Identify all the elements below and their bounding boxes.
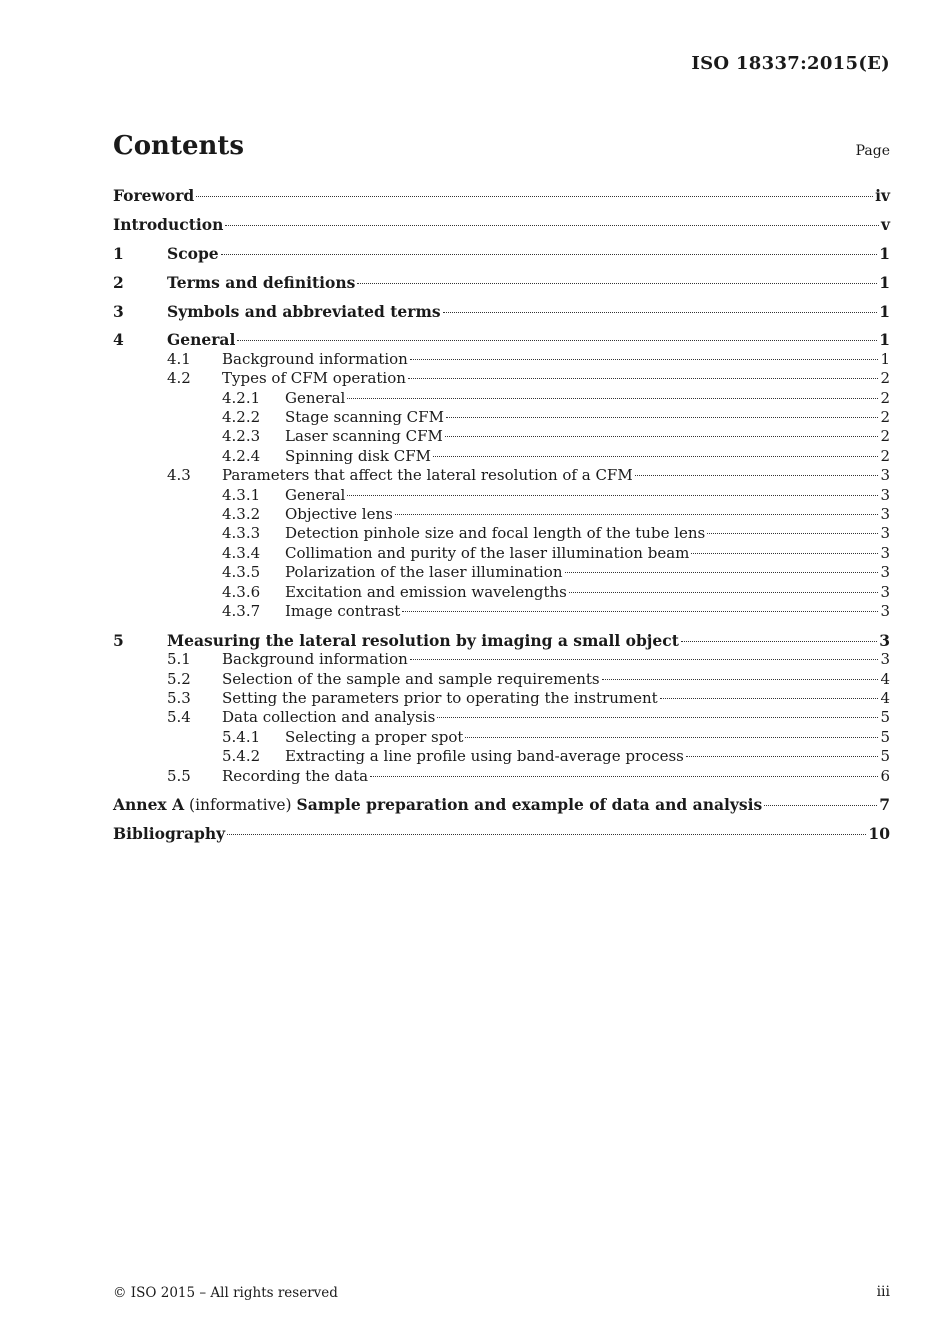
toc-entry-page: v (880, 214, 890, 234)
toc-entry-title (285, 583, 567, 602)
toc-entry-title (222, 650, 408, 669)
dot-leader (681, 641, 877, 642)
toc-entry-title-text: Symbols and abbreviated terms (167, 301, 441, 321)
dot-leader (691, 553, 878, 554)
toc-entry-page: 3 (880, 524, 890, 543)
toc-entry-number: 3 (113, 301, 124, 321)
toc-entry-page: 3 (880, 563, 890, 582)
toc-entry-number: 4.3.4 (222, 543, 261, 562)
toc-entry-title-text: Setting the parameters prior to operating the instrument (222, 688, 658, 707)
toc-entry-page: 5 (880, 708, 890, 727)
dot-leader (433, 456, 878, 457)
toc-entry[interactable] (113, 728, 890, 747)
toc-entry-title (285, 389, 345, 408)
toc-entry[interactable] (113, 350, 890, 369)
toc-entry-title-text: Types of CFM operation (222, 369, 406, 388)
toc-entry-title (222, 466, 633, 485)
dot-leader (446, 417, 879, 418)
toc-entry-title-text: Background information (222, 650, 408, 669)
toc-entry-page: 3 (880, 485, 890, 504)
toc-entry[interactable] (113, 302, 890, 321)
toc-entry-page: 1 (879, 243, 890, 263)
toc-entry-title-text: Stage scanning CFM (285, 408, 444, 427)
toc-entry-page: 10 (868, 824, 890, 844)
toc-entry-number: 2 (113, 272, 124, 292)
toc-entry-page: iv (875, 186, 890, 205)
contents-heading: Contents (113, 131, 245, 161)
toc-entry-page: 2 (880, 427, 890, 446)
toc-entry-title-text: Foreword (113, 186, 195, 205)
toc-entry-number: 4.3.5 (222, 563, 261, 582)
dot-leader (410, 359, 879, 360)
toc-entry-page: 3 (880, 504, 890, 523)
toc-entry-number: 4.2.3 (222, 427, 261, 446)
annex-type-label: (informative) (184, 796, 297, 815)
toc-entry-page: 6 (880, 766, 890, 785)
dot-leader (196, 196, 873, 197)
toc-entry-number: 4.3 (167, 466, 191, 485)
toc-entry-title (285, 602, 400, 621)
dot-leader (465, 737, 878, 738)
toc-entry-title (285, 747, 684, 766)
toc-entry[interactable] (113, 427, 890, 446)
toc-entry-number: 5.4.2 (222, 747, 261, 766)
toc-entry[interactable] (113, 369, 890, 388)
toc-entry-title (113, 795, 762, 815)
toc-entry[interactable] (113, 447, 890, 466)
document-id: ISO 18337:2015(E) (691, 53, 890, 74)
toc-entry-title-text: Terms and definitions (167, 272, 356, 292)
dot-leader (660, 698, 879, 699)
dot-leader (408, 378, 879, 379)
toc-entry-page: 3 (880, 601, 890, 620)
toc-entry-page: 4 (880, 669, 890, 688)
page-number: iii (876, 1284, 890, 1300)
toc-entry-number: 4.3.7 (222, 601, 261, 620)
toc-entry[interactable] (113, 330, 890, 349)
dot-leader (221, 254, 878, 255)
toc-entry-number: 5.1 (167, 650, 191, 669)
copyright-notice: © ISO 2015 – All rights reserved (113, 1285, 338, 1301)
toc-entry-page: 2 (880, 369, 890, 388)
toc-entry-number: 4.2 (167, 369, 191, 388)
toc-entry[interactable] (113, 602, 890, 621)
toc-entry-number: 4.2.4 (222, 446, 261, 465)
toc-entry-page: 1 (880, 349, 890, 368)
dot-leader (402, 611, 878, 612)
toc-entry-number: 4.2.2 (222, 408, 261, 427)
toc-entry[interactable] (113, 389, 890, 408)
toc-entry-title-text: General (285, 388, 346, 407)
toc-entry[interactable] (113, 631, 890, 650)
toc-entry-title (222, 670, 600, 689)
toc-entry[interactable] (113, 670, 890, 689)
toc-entry-title (222, 369, 406, 388)
toc-entry-page: 3 (880, 650, 890, 669)
toc-entry-number: 4.3.2 (222, 504, 261, 523)
toc-entry-number: 4.3.6 (222, 582, 261, 601)
toc-entry-title-text: Selection of the sample and sample requirements (222, 669, 600, 688)
toc-entry-title-text: General (167, 330, 236, 350)
toc-entry-title-text: Introduction (113, 214, 224, 234)
toc-entry-page: 5 (880, 747, 890, 766)
dot-leader (370, 776, 878, 777)
toc-entry[interactable] (113, 563, 890, 582)
toc-entry-title-text: Laser scanning CFM (285, 427, 443, 446)
toc-entry-title (222, 689, 658, 708)
toc-entry-title-text: Annex A (113, 795, 185, 815)
dot-leader (569, 592, 879, 593)
toc-entry-number: 5.5 (167, 766, 191, 785)
dot-leader (410, 659, 879, 660)
toc-entry-page: 4 (880, 688, 890, 707)
toc-entry-title-text: Image contrast (285, 601, 401, 620)
toc-entry-number: 4.3.1 (222, 485, 261, 504)
toc-entry-number: 4 (113, 330, 124, 350)
dot-leader (227, 834, 866, 835)
toc-entry-title-text: Bibliography (113, 824, 226, 844)
toc-entry-number: 5.4.1 (222, 727, 261, 746)
toc-entry-title-text: Spinning disk CFM (285, 446, 432, 465)
toc-entry-title (167, 631, 679, 650)
dot-leader (635, 475, 879, 476)
toc-entry-title (167, 302, 441, 321)
toc-entry-title-text: Selecting a proper spot (285, 727, 464, 746)
toc-entry-title (285, 408, 444, 427)
dot-leader (237, 340, 877, 341)
toc-entry[interactable] (113, 824, 890, 843)
toc-entry-title-text: Recording the data (222, 766, 369, 785)
toc-entry-number: 5.4 (167, 708, 191, 727)
toc-entry-number: 4.1 (167, 349, 191, 368)
toc-entry-number: 5.3 (167, 688, 191, 707)
dot-leader (395, 514, 879, 515)
dot-leader (445, 436, 879, 437)
dot-leader (602, 679, 879, 680)
toc-entry-title (113, 215, 223, 234)
toc-entry[interactable] (113, 524, 890, 543)
toc-entry-number: 5 (113, 630, 124, 650)
page-column-label: Page (855, 143, 890, 159)
toc-entry-page: 1 (879, 272, 890, 292)
dot-leader (764, 805, 877, 806)
table-of-contents (113, 186, 890, 844)
toc-entry-title (222, 767, 368, 786)
toc-entry-title-text: Collimation and purity of the laser illumination beam (285, 543, 690, 562)
toc-entry-title-text: Background information (222, 349, 408, 368)
dot-leader (565, 572, 879, 573)
toc-entry[interactable] (113, 747, 890, 766)
toc-entry-page: 2 (880, 408, 890, 427)
dot-leader (225, 225, 879, 226)
toc-entry[interactable] (113, 215, 890, 234)
toc-entry-number: 4.2.1 (222, 388, 261, 407)
toc-entry-title (285, 544, 689, 563)
toc-entry-page: 1 (879, 301, 890, 321)
toc-entry-title-text: Extracting a line profile using band-average process (285, 747, 684, 766)
dot-leader (443, 312, 878, 313)
toc-entry-title (167, 273, 355, 292)
toc-entry-title (222, 708, 435, 727)
dot-leader (437, 717, 878, 718)
toc-entry-title (285, 524, 705, 543)
toc-entry-title (285, 447, 431, 466)
toc-entry-title (285, 427, 443, 446)
toc-entry-title (285, 505, 393, 524)
toc-entry-title-text: Polarization of the laser illumination (285, 563, 563, 582)
toc-entry-title-text: Scope (167, 243, 219, 263)
toc-entry-title-text: Detection pinhole size and focal length of the tube lens (285, 524, 706, 543)
toc-entry[interactable] (113, 708, 890, 727)
dot-leader (347, 398, 878, 399)
toc-entry-title-text: Excitation and emission wavelengths (285, 582, 567, 601)
toc-entry[interactable] (113, 408, 890, 427)
toc-entry-title-text: Measuring the lateral resolution by imaging a small object (167, 630, 679, 650)
toc-entry-page: 7 (879, 795, 890, 815)
toc-entry-title-text: Objective lens (285, 504, 393, 523)
toc-entry-title (113, 824, 225, 843)
annex-title: Sample preparation and example of data and analysis (296, 795, 763, 815)
toc-entry-page: 3 (880, 582, 890, 601)
toc-entry[interactable] (113, 767, 890, 786)
toc-entry-page: 2 (880, 446, 890, 465)
toc-entry-number: 4.3.3 (222, 524, 261, 543)
toc-entry-page: 2 (880, 388, 890, 407)
toc-entry-page: 3 (879, 630, 890, 650)
toc-entry-number: 5.2 (167, 669, 191, 688)
toc-entry[interactable] (113, 244, 890, 263)
toc-entry[interactable] (113, 689, 890, 708)
toc-entry-title (113, 186, 194, 205)
toc-entry-title-text: Parameters that affect the lateral resolution of a CFM (222, 466, 633, 485)
toc-entry-page: 5 (880, 727, 890, 746)
toc-entry-number: 1 (113, 243, 124, 263)
toc-entry-page: 1 (879, 330, 890, 350)
toc-entry-title (167, 330, 235, 349)
toc-entry-title (285, 563, 563, 582)
toc-entry[interactable] (113, 544, 890, 563)
dot-leader (347, 495, 878, 496)
toc-entry-title (285, 728, 463, 747)
toc-entry-title (167, 244, 219, 263)
dot-leader (707, 533, 878, 534)
toc-entry[interactable] (113, 505, 890, 524)
toc-entry-title (222, 350, 408, 369)
toc-entry[interactable] (113, 466, 890, 485)
dot-leader (686, 756, 879, 757)
toc-entry[interactable] (113, 795, 890, 814)
toc-entry[interactable] (113, 186, 890, 205)
toc-entry-title-text: General (285, 485, 346, 504)
toc-entry[interactable] (113, 486, 890, 505)
toc-entry-page: 3 (880, 543, 890, 562)
toc-entry[interactable] (113, 583, 890, 602)
toc-entry[interactable] (113, 273, 890, 292)
dot-leader (357, 283, 877, 284)
toc-entry-title-text: Data collection and analysis (222, 708, 436, 727)
toc-entry-page: 3 (880, 466, 890, 485)
toc-entry[interactable] (113, 650, 890, 669)
toc-entry-title (285, 486, 345, 505)
